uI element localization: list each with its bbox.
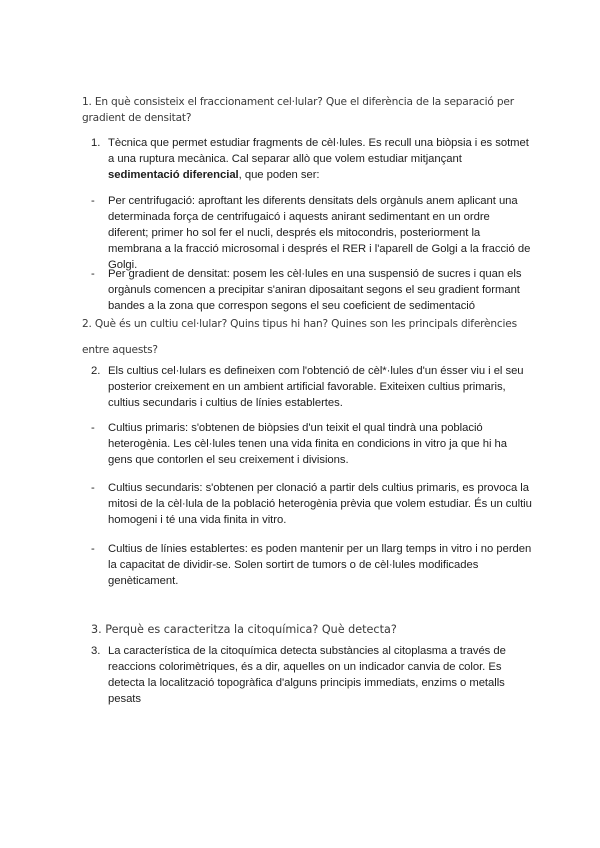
answer-1-text-end: , que poden ser:: [238, 169, 320, 181]
q1-bullet-1-dash: -: [91, 195, 95, 207]
answer-3-number: 3.: [91, 645, 101, 657]
question-1-title: 1. En què consisteix el fraccionament cel·lular? Que el diferència de la separació per gradient de densitat?: [82, 96, 514, 124]
answer-1-text: [108, 135, 533, 183]
q2-bullet-1-dash: -: [91, 422, 95, 434]
answer-1-number: 1.: [91, 137, 101, 149]
question-2-title-line-1: 2. Què és un cultiu cel·lular? Quins tipus hi han? Quines son les principals diferències: [82, 318, 517, 330]
q2-bullet-2-text: Cultius secundaris: s'obtenen per clonació a partir dels cultius primaris, es provoca la mitosi de la cèl·lula de la població heterogènia prèvia que volem estudiar. És un cultiu homogeni i té una vida finita in vitro.: [108, 482, 532, 526]
q2-bullet-1-text: Cultius primaris: s'obtenen de biòpsies d'un teixit el qual tindrà una població heterogènia. Les cèl·lules tenen una vida finita en condicions in vitro ja que hi ha gens que contorlen el seu creixement i divisions.: [108, 422, 507, 466]
answer-1-text-start: Tècnica que permet estudiar fragments de cèl·lules. Es recull una biòpsia i es sotmet a una ruptura mecànica. Cal separar allò que volem estudiar mitjançant: [108, 137, 529, 165]
answer-2-text: Els cultius cel·lulars es defineixen com l'obtenció de cèl*·lules d'un ésser viu i el seu posterior creixement en un ambient artificial favorable. Exiteixen cultius primaris, cultius secundaris i cultius de línies establertes.: [108, 365, 524, 409]
question-3-title: 3. Perquè es caracteritza la citoquímica? Què detecta?: [91, 623, 397, 636]
answer-1-bold-term: sedimentació diferencial: [108, 169, 239, 181]
q2-bullet-2-dash: -: [91, 482, 95, 494]
q2-bullet-3-text: Cultius de línies establertes: es poden mantenir per un llarg temps in vitro i no perden la capacitat de dividir-se. Solen sortirt de tumors o de cèl·lules modificades genèticament.: [108, 543, 532, 587]
q1-bullet-2-dash: -: [91, 268, 95, 280]
q2-bullet-3-dash: -: [91, 543, 95, 555]
answer-3-text: La característica de la citoquímica detecta substàncies al citoplasma a través de reaccions colorimètriques, és a dir, aquelles on un indicador canvia de color. Es detecta la localització topogràfica d'alguns principis immediats, enzims o metalls pesats: [108, 645, 506, 705]
q1-bullet-1-text: Per centrifugació: aproftant les diferents densitats dels orgànuls anem aplicant una determinada força de centrifugaicó i aquests anirant sedimentant en un ordre diferent; primer ho sol fer el nucli, després els mitocondris, posteriorment la membrana a la fracció microsomal i després el RER i l'aparell de Golgi a la fracció de Golgi.: [108, 195, 531, 271]
q1-bullet-2-text: Per gradient de densitat: posem les cèl·lules en una suspensió de sucres i quan els orgànuls comencen a precipitar s'aniran diposaitant segons el seu gradient formant bandes a la zona que correspon segons el seu coeficient de sedimentació: [108, 268, 522, 312]
answer-2-number: 2.: [91, 365, 101, 377]
question-2-title-line-2: entre aquests?: [82, 344, 158, 356]
